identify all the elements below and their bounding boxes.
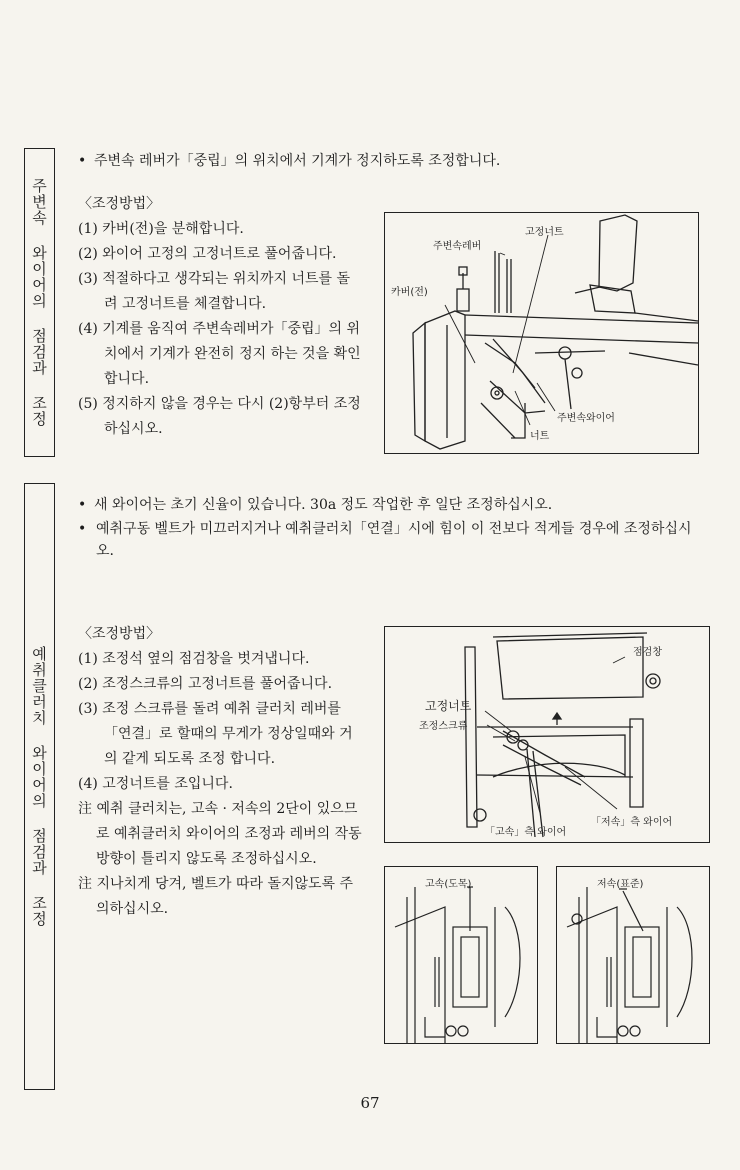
section1-step-1: (1) 카버(전)을 분해합니다. [78, 221, 244, 237]
low-mode-lever-diagram [557, 867, 709, 1043]
high-mode-figure [384, 866, 538, 1044]
section1-step-3: (3) 적절하다고 생각되는 위치까지 너트를 돌려 고정너트를 체결합니다. [78, 271, 350, 312]
section1-method-heading: 〈조정방법〉 [78, 196, 161, 212]
fig3-label-low-mode: 저속(표준) [597, 879, 644, 890]
section2-sidebar-title-box [24, 483, 55, 1090]
fig2-label-inspection-window: 점검창 [633, 647, 662, 658]
high-mode-lever-diagram [385, 867, 537, 1043]
section2-method-heading: 〈조정방법〉 [78, 626, 161, 642]
section1-sidebar-title: 주변속 와이어의 점검과 조정 [30, 178, 48, 427]
section2-note-1: 注 예취 클러치는, 고속 · 저속의 2단이 있으므로 예취클러치 와이어의 조정과 레버의 작동방향이 틀리지 않도록 조정하십시오. [78, 801, 362, 867]
fig1-label-fix-nut: 고정너트 [525, 227, 564, 238]
fig3-label-high-mode: 고속(도목) [425, 879, 472, 890]
section2-bullet-2: • 예취구동 벨트가 미끄러지거나 예취클러치「연결」시에 힘이 이 전보다 적게들 경우에 조정하십시오. [78, 521, 692, 559]
section1-bullet: • 주변속 레버가「중립」의 위치에서 기계가 정지하도록 조정합니다. [78, 153, 501, 169]
section2-bullet-1: • 새 와이어는 초기 신율이 있습니다. 30a 정도 작업한 후 일단 조정하십시오. [78, 497, 553, 513]
section1-figure [384, 212, 699, 454]
section1-method [78, 192, 363, 442]
section2-step-4: (4) 고정너트를 조입니다. [78, 776, 233, 792]
section2-method [78, 622, 363, 922]
main-shift-wire-diagram [385, 213, 698, 453]
section1-step-2: (2) 와이어 고정의 고정너트로 풀어줍니다. [78, 246, 337, 262]
fig2-label-fix-nut: 고정너트 [425, 699, 472, 713]
fig2-label-high-wire: 「고속」측 와이어 [485, 827, 567, 838]
section2-step-1: (1) 조정석 옆의 점검창을 벗겨냅니다. [78, 651, 310, 667]
section2-step-2: (2) 조정스크류의 고정너트를 풀어줍니다. [78, 676, 333, 692]
fig1-label-main-shift-lever: 주변속레버 [433, 241, 482, 252]
fig1-label-cover-front: 카버(전) [391, 287, 428, 298]
section2-step-3: (3) 조정 스크류를 돌려 예취 클러치 레버를「연결」로 할때의 무게가 정상일때와 거의 같게 되도록 조정 합니다. [78, 701, 353, 767]
section2-figure-top [384, 626, 710, 843]
fig1-label-nut: 너트 [530, 431, 550, 442]
fig2-label-adjust-screw: 조정스크류 [419, 721, 468, 732]
section2-note-2: 注 지나치게 당겨, 벨트가 따라 돌지않도록 주의하십시오. [78, 876, 354, 917]
section2-bullets [78, 494, 698, 562]
page-number: 67 [360, 1094, 380, 1112]
section1-sidebar-title-box [24, 148, 55, 457]
section1-step-4: (4) 기계를 움직여 주변속레버가「중립」의 위치에서 기계가 완전히 정지 하는 것을 확인합니다. [78, 321, 361, 387]
section1-step-5: (5) 정지하지 않을 경우는 다시 (2)항부터 조정하십시오. [78, 396, 361, 437]
fig1-label-main-shift-wire: 주변속와이어 [557, 413, 615, 424]
fig2-label-low-wire: 「저속」측 와이어 [591, 817, 673, 828]
section2-sidebar-title: 예취클러치 와이어의 점검과 조정 [30, 646, 48, 927]
clutch-wire-diagram [385, 627, 709, 842]
low-mode-figure [556, 866, 710, 1044]
